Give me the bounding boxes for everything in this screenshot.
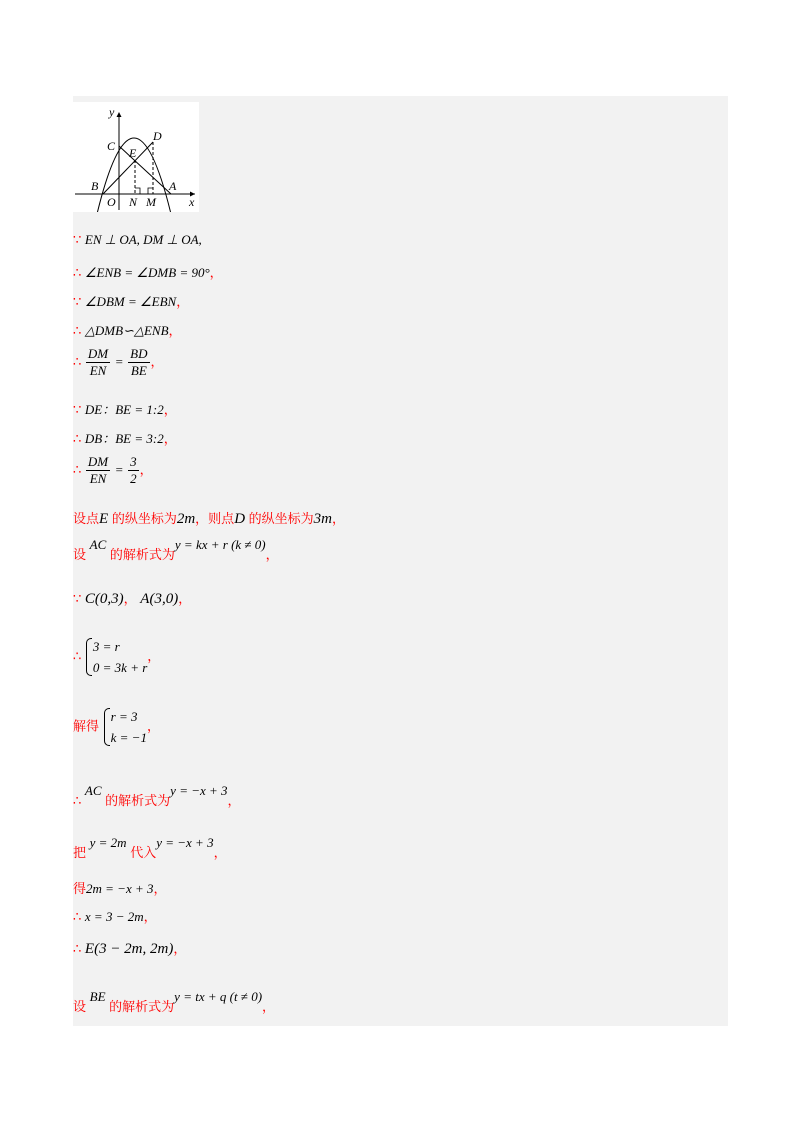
label-e: E — [129, 146, 137, 160]
parabola-diagram — [73, 102, 199, 212]
line-6: ∵ DE：BE = 1:2， — [73, 402, 177, 418]
fraction-dm-en: $\frac{DM}{EN}$ — [87, 346, 109, 378]
line-3: ∵ ∠DBM = ∠EBN， — [73, 294, 190, 310]
line-16: 得2m = −x + 3， — [73, 881, 167, 897]
line-18: ∴ E(3 − 2m, 2m)， — [73, 941, 187, 957]
line-11: ∵ C(0,3)， A(3,0)， — [73, 591, 192, 607]
label-a: A — [169, 179, 177, 193]
line-15: 把 y = 2m 代入y = −x + 3， — [73, 835, 227, 861]
line-5: ∴ $\frac{DM}{EN}$ = $\frac{BD}{BE}$ ， — [73, 346, 164, 378]
parabola-figure — [73, 102, 199, 212]
label-o: O — [107, 195, 116, 209]
label-n: N — [129, 195, 138, 209]
line-1: ∵ EN ⊥ OA, DM ⊥ OA, — [73, 232, 202, 248]
line-9: 设点E 的纵坐标为2m，则点D 的纵坐标为3m， — [73, 511, 346, 527]
fraction-bd-be: $\frac{BD}{BE}$ — [130, 346, 148, 378]
fraction-dm-en-2: $\frac{DM}{EN}$ — [87, 454, 109, 486]
label-x: x — [189, 195, 195, 209]
line-17: ∴ x = 3 − 2m， — [73, 909, 157, 925]
line-8: ∴ $\frac{DM}{EN}$ = $\frac{3}{2}$ ， — [73, 454, 153, 486]
label-c: C — [107, 139, 116, 153]
fraction-3-2: $\frac{3}{2}$ — [130, 454, 137, 486]
line-19: 设 BE 的解析式为y = tx + q (t ≠ 0)， — [73, 989, 276, 1015]
line-7: ∴ DB：BE = 3:2， — [73, 431, 177, 447]
line-4: ∴ △DMB∽△ENB， — [73, 323, 182, 339]
equation-system-1: 3 = r 0 = 3k + r — [85, 636, 147, 678]
label-d: D — [153, 129, 162, 143]
equation-system-2: r = 3 k = −1 — [103, 706, 147, 748]
line-2: ∴ ∠ENB = ∠DMB = 90°， — [73, 265, 223, 281]
line-10: 设 AC 的解析式为y = kx + r (k ≠ 0)， — [73, 537, 279, 563]
line-13: 解得 r = 3 k = −1 ， — [73, 706, 160, 748]
line-14: ∴ AC 的解析式为y = −x + 3， — [73, 783, 241, 809]
label-y: y — [109, 105, 115, 119]
solution-panel — [73, 96, 728, 1026]
label-m: M — [146, 195, 156, 209]
label-b: B — [91, 179, 99, 193]
line-12: ∴ 3 = r 0 = 3k + r ， — [73, 636, 160, 678]
